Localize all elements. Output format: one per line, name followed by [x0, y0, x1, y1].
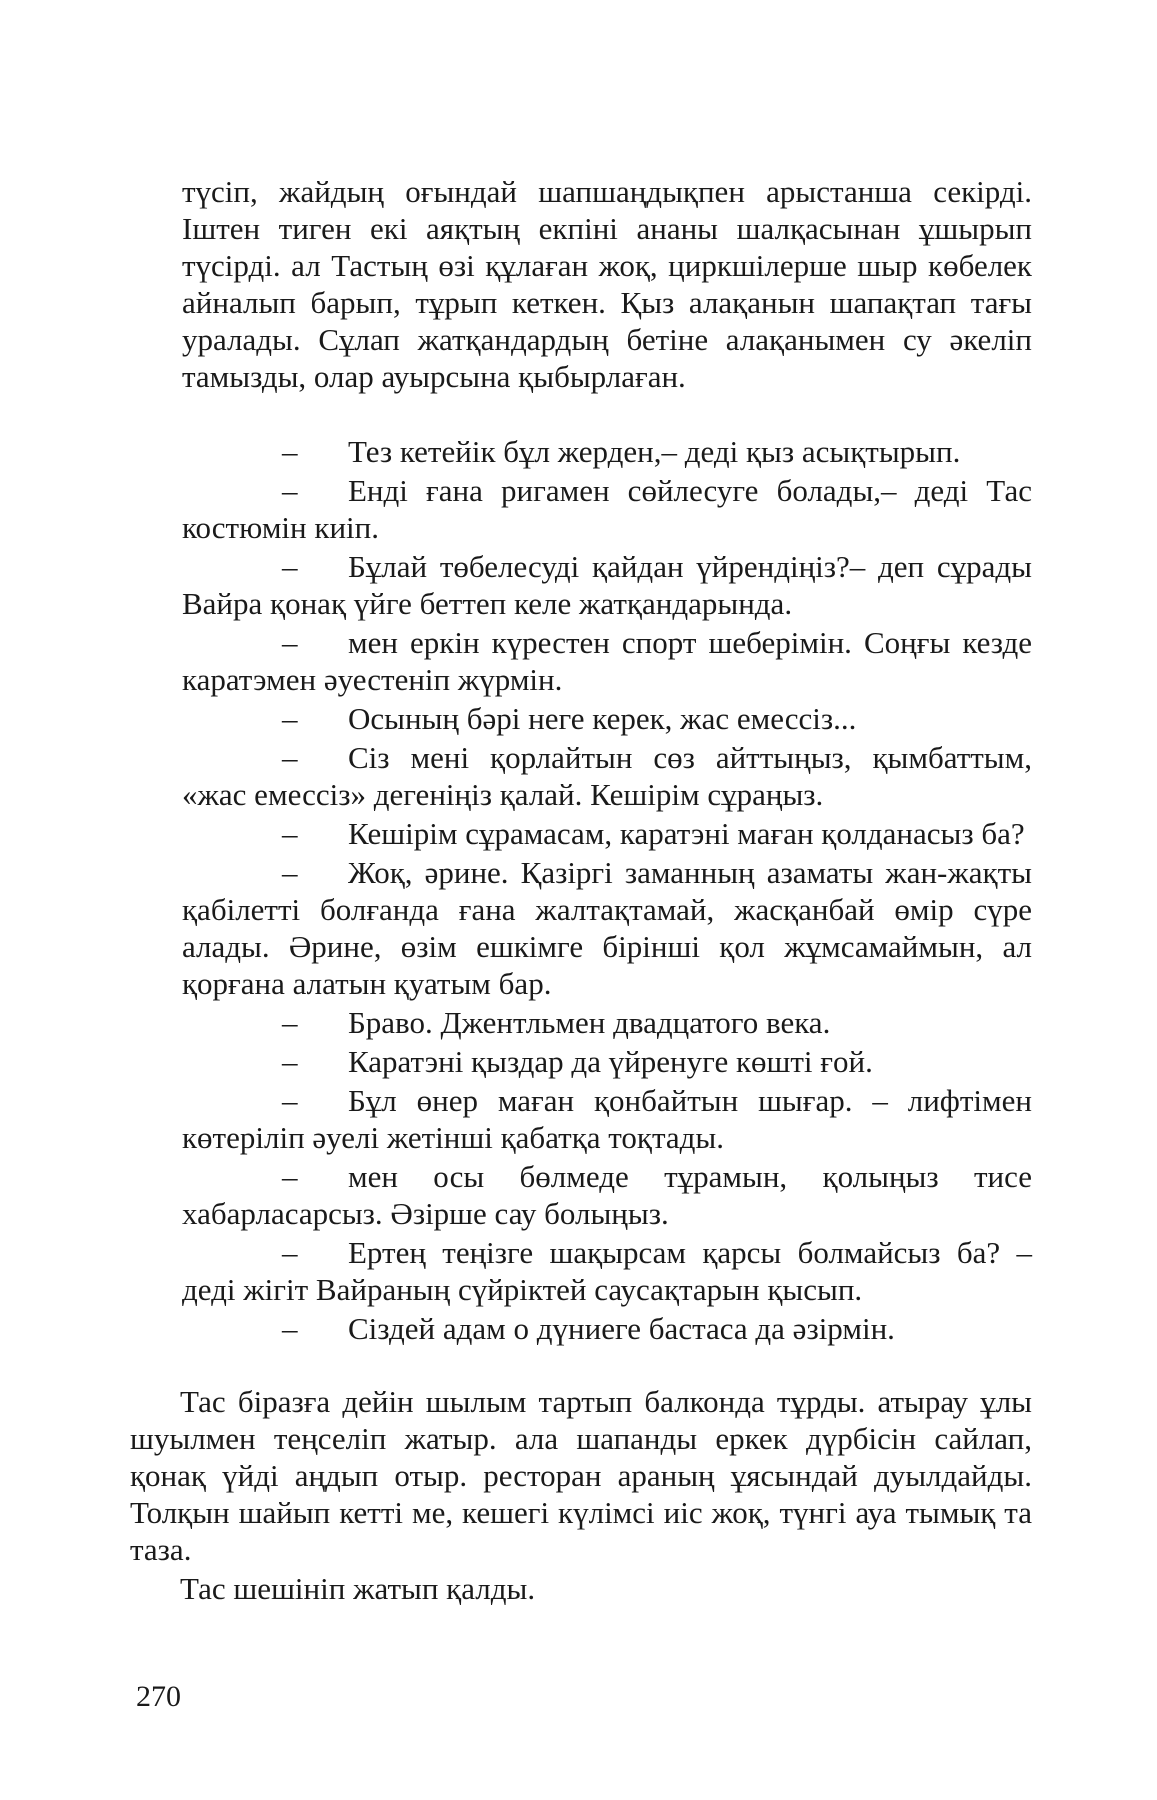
- dialogue-line: [182, 815, 1032, 852]
- dialogue-line: [182, 1082, 1032, 1156]
- dialogue-text: Бұлай төбелесуді қайдан үйрендіңіз?– деп сұрады Вайра қонақ үйге беттеп келе жатқандарында.: [182, 549, 1032, 621]
- dialogue-line: [182, 1043, 1032, 1080]
- dialogue-dash: –: [282, 473, 298, 508]
- dialogue-text: Енді ғана ригамен сөйлесуге болады,– деді Тас костюмін киіп.: [182, 473, 1032, 545]
- dialogue-text: Сіздей адам о дүниеге бастаса да әзірмін.: [348, 1311, 895, 1346]
- narration-paragraph: Тас шешініп жатып қалды.: [180, 1571, 536, 1606]
- dialogue-text: мен осы бөлмеде тұрамын, қолыңыз тисе хабарласарсыз. Әзірше сау болыңыз.: [182, 1159, 1032, 1231]
- dialogue-line: [182, 433, 1032, 470]
- dialogue-line: [182, 1234, 1032, 1308]
- dialogue-text: Жоқ, әрине. Қазіргі заманның азаматы жан-жақты қабілетті болғанда ғана жалтақтамай, жасқанбай өмір сүре алады. Әрине, өзім ешкімге бірінші қол жұмсамаймын, ал қорғана алатын қуатым бар.: [182, 855, 1032, 1001]
- dialogue-dash: –: [282, 549, 298, 584]
- dialogue-dash: –: [282, 1311, 298, 1346]
- dialogue-dash: –: [282, 1159, 298, 1194]
- opening-paragraph: түсіп, жайдың оғындай шапшаңдықпен арыстанша секірді. Іштен тиген екі аяқтың екпіні ананы шалқасынан ұшырып түсірді. ал Тастың өзі құлаған жоқ, циркшілерше шыр көбелек айналып барып, тұрып кеткен. Қыз алақанын шапақтап тағы уралады. Сұлап жатқандардың бетіне алақанымен су әкеліп тамызды, олар ауырсына қыбырлаған.: [182, 174, 1032, 394]
- page-number: 270: [136, 1680, 181, 1713]
- dialogue-dash: –: [282, 701, 298, 736]
- opening-paragraph-block: [182, 173, 1032, 395]
- dialogue-text: Тез кетейік бұл жерден,– деді қыз асықтырып.: [348, 434, 961, 469]
- dialogue-dash: –: [282, 1235, 298, 1270]
- dialogue-text: мен еркін күрестен спорт шеберімін. Соңғы кезде каратэмен әуестеніп жүрмін.: [182, 625, 1032, 697]
- dialogue-text: Каратэні қыздар да үйренуге көшті ғой.: [348, 1044, 873, 1079]
- dialogue-line: [182, 1310, 1032, 1347]
- dialogue-line: [182, 1004, 1032, 1041]
- dialogue-text: Ертең теңізге шақырсам қарсы болмайсыз ба? – деді жігіт Вайраның сүйріктей саусақтарын қысып.: [182, 1235, 1032, 1307]
- dialogue-line: [182, 700, 1032, 737]
- dialogue-dash: –: [282, 740, 298, 775]
- dialogue-line: [182, 1158, 1032, 1232]
- dialogue-text: Сіз мені қорлайтын сөз айттыңыз, қымбаттым, «жас емессіз» дегеніңіз қалай. Кешірім сұраңыз.: [182, 740, 1032, 812]
- dialogue-dash: –: [282, 855, 298, 890]
- narration-block: [130, 1383, 1032, 1607]
- dialogue-text: Браво. Джентльмен двадцатого века.: [348, 1005, 831, 1040]
- dialogue-line: [182, 472, 1032, 546]
- dialogue-line: [182, 739, 1032, 813]
- dialogue-line: [182, 854, 1032, 1002]
- dialogue-text: Кешірім сұрамасам, каратэні маған қолданасыз ба?: [348, 816, 1025, 851]
- dialogue-dash: –: [282, 625, 298, 660]
- dialogue-dash: –: [282, 1083, 298, 1118]
- dialogue-block: [182, 433, 1032, 1349]
- dialogue-dash: –: [282, 816, 298, 851]
- dialogue-dash: –: [282, 1005, 298, 1040]
- dialogue-line: [182, 624, 1032, 698]
- dialogue-dash: –: [282, 1044, 298, 1079]
- dialogue-text: Бұл өнер маған қонбайтын шығар. – лифтімен көтеріліп әуелі жетінші қабатқа тоқтады.: [182, 1083, 1032, 1155]
- dialogue-text: Осының бәрі неге керек, жас емессіз...: [348, 701, 857, 736]
- dialogue-line: [182, 548, 1032, 622]
- dialogue-dash: –: [282, 434, 298, 469]
- narration-paragraph: Тас біразға дейін шылым тартып балконда тұрды. атырау ұлы шуылмен теңселіп жатыр. ала шапанды еркек дүрбісін сайлап, қонақ үйді аңдып отыр. ресторан араның ұясындай дуылдайды. Толқын шайып кетті ме, кешегі күлімсі иіс жоқ, түнгі ауа тымық та таза.: [130, 1384, 1032, 1567]
